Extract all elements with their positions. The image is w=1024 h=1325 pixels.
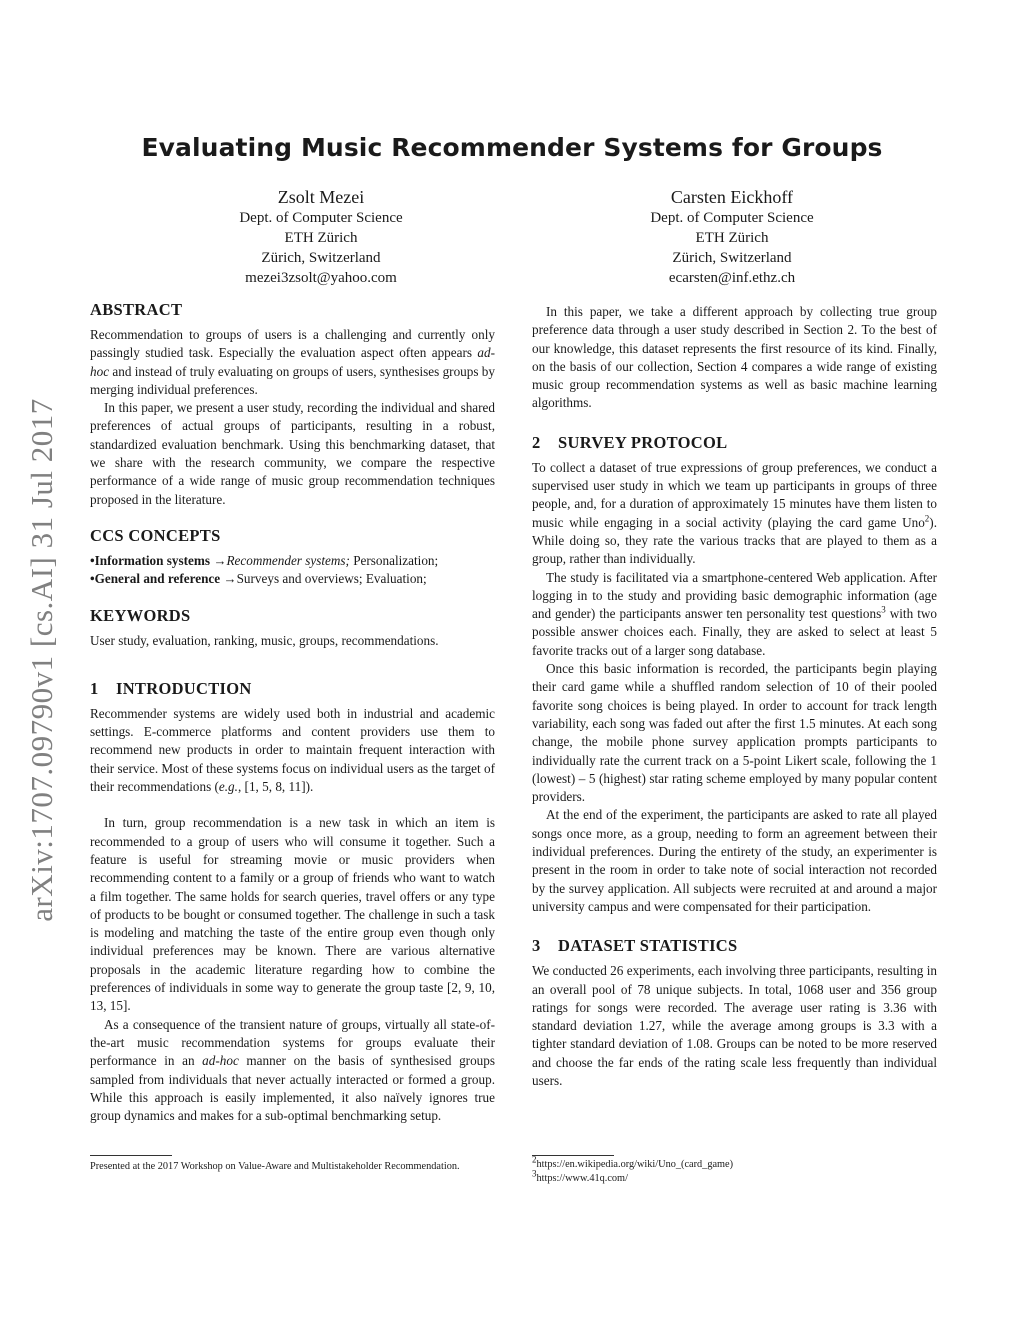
survey-paragraph-1: To collect a dataset of true expressions of group preferences, we conduct a supervised user study in which we team up participants in groups of three people, and, for a duration of approximately 15 minutes have them listen to music while engaging in a social activity (playing the card game Uno$^2$). While doing so, they rate the various tracks that are played to them as a group, rather than individually. xyxy=(532,459,937,567)
author-email[interactable]: ecarsten@inf.ethz.ch xyxy=(668,270,796,286)
arxiv-sidebar xyxy=(0,0,80,1325)
footnote-2: $^2$https://en.wikipedia.org/wiki/Uno_(card_game) xyxy=(532,1154,734,1170)
author-name: Zsolt Mezei xyxy=(277,187,365,207)
author-email[interactable]: mezei3zsolt@yahoo.com xyxy=(245,270,397,286)
abstract-paragraph-1: Recommendation to groups of users is a challenging and currently only passingly studied task. Especially the evaluation aspect often appears ad-hoc and instead of truly evaluating on groups of users, synthesises groups by merging individual preferences. xyxy=(90,327,495,397)
arxiv-identifier: arXiv:1707.09790v1 [cs.AI] 31 Jul 2017 xyxy=(24,398,59,922)
author-block-2 xyxy=(592,186,872,288)
intro-paragraph-4: In this paper, we take a different approach by collecting true group preference data through a user study described in Section 2. To the best of our knowledge, this dataset represents the first resource of its kind. Finally, on the basis of our collection, Section 4 compares a wide range of existing music group recommendation systems as well as basic machine learning algorithms. xyxy=(532,304,937,411)
footnote-venue: Presented at the 2017 Workshop on Value-Aware and Multistakeholder Recommendation. xyxy=(90,1161,460,1172)
footnote-rule-right xyxy=(532,1155,614,1156)
abstract-paragraph-2: In this paper, we present a user study, recording the individual and shared preferences of actual groups of participants, resulting in a robust, standardized evaluation benchmark. Using this benchmarking dataset, that we share with the research community, we compare the respective performance of a wide range of music group recommendation techniques proposed in the literature. xyxy=(90,400,495,507)
author-dept: Dept. of Computer Science xyxy=(239,210,403,226)
section-heading-dataset-statistics: 3 DATASET STATISTICS xyxy=(532,936,738,956)
right-column xyxy=(532,300,937,1090)
section-heading-survey-protocol: 2 SURVEY PROTOCOL xyxy=(532,432,728,452)
author-institution: ETH Zürich xyxy=(284,230,358,246)
dataset-paragraph-1: We conducted 26 experiments, each involving three participants, resulting in an overall pool of 78 unique subjects. In total, 1068 user and 356 group ratings for songs were recorded. The average user rating is 3.36 with standard deviation 1.27, while the average among groups is 3.3 with a tighter standard deviation of 1.08. Groups can be noted to be more reserved and choose the far ends of the rating scale less frequently than individual users. xyxy=(532,963,937,1088)
author-institution: ETH Zürich xyxy=(695,230,769,246)
footnote-3: $^3$https://www.41q.com/ xyxy=(532,1168,628,1184)
author-city: Zürich, Switzerland xyxy=(261,250,381,266)
survey-paragraph-3: Once this basic information is recorded, the participants begin playing their card game while a shuffled random selection of 10 of their pooled favorite song choices is being played. In order to account for track length variability, each song was faded out after the first 1.5 minutes. At each song change, the mobile phone survey application prompts participants to individually rate the current track on a 5-point Likert scale, following the 1 (lowest) – 5 (highest) star rating scheme employed by many popular content providers. xyxy=(532,661,937,805)
author-name: Carsten Eickhoff xyxy=(670,187,794,207)
keywords-text: User study, evaluation, ranking, music, groups, recommendations. xyxy=(90,632,439,648)
author-city: Zürich, Switzerland xyxy=(672,250,792,266)
survey-paragraph-2: The study is facilitated via a smartphone-centered Web application. After logging in to the study and providing basic demographic information (age and gender) the participants answer ten personality test questions$^3$ with two possible answer choices each. Finally, they are asked to select at least 5 favorite tracks out of a larger song database. xyxy=(532,569,937,658)
ccs-heading: CCS CONCEPTS xyxy=(90,525,221,545)
section-heading-introduction: 1 INTRODUCTION xyxy=(90,678,252,698)
ccs-line-1: •Information systems →Recommender systems; Personalization; xyxy=(90,552,439,568)
intro-paragraph-1: Recommender systems are widely used both in industrial and academic settings. E-commerce platforms and content providers use them to recommend new products in order to maintain frequent interaction with their service. Most of these systems focus on individual users as the target of their recommendations (e.g., [1, 5, 8, 11]). xyxy=(90,705,495,795)
paper-title: Evaluating Music Recommender Systems for Groups xyxy=(141,133,883,162)
abstract-heading: ABSTRACT xyxy=(90,300,183,319)
left-column xyxy=(90,300,495,1125)
intro-paragraph-2: In turn, group recommendation is a new task in which an item is recommended to a group of users who will consume it together. Such a feature is useful for streaming movie or music providers when recommending content to a family or a group of friends who want to watch a film together. The same holds for search queries, travel offers or any type of products to be bought or consumed together. The challenge in such a task is modeling and matching the taste of the entire group even though only individual preferences may be known. There are various alternative proposals in the academic literature regarding how to combine the preferences of individuals in some way to generate the group taste [2, 9, 10, 13, 15]. xyxy=(90,815,495,1014)
ccs-line-2: •General and reference →Surveys and overviews; Evaluation; xyxy=(90,571,427,587)
keywords-heading: KEYWORDS xyxy=(90,605,191,625)
author-block-1 xyxy=(181,186,461,288)
intro-paragraph-3: As a consequence of the transient nature of groups, virtually all state-of-the-art music recommendation systems for groups evaluate their performance in an ad-hoc manner on the basis of synthesised groups sampled from individuals that never actually interacted or formed a group. While this approach is easily implemented, it also naïvely ignores true group dynamics and makes for a sub-optimal benchmarking setup. xyxy=(90,1016,495,1124)
author-dept: Dept. of Computer Science xyxy=(650,210,814,226)
survey-paragraph-4: At the end of the experiment, the participants are asked to rate all played songs once more, as a group, needing to form an agreement between their individual preferences. During the entirety of the study, an experimenter is present in the room in order to take note of social interaction not recorded by the survey application. All subjects were recruited at and around a major university campus and were compensated for their participation. xyxy=(532,807,937,914)
footnote-rule-left xyxy=(90,1155,172,1156)
